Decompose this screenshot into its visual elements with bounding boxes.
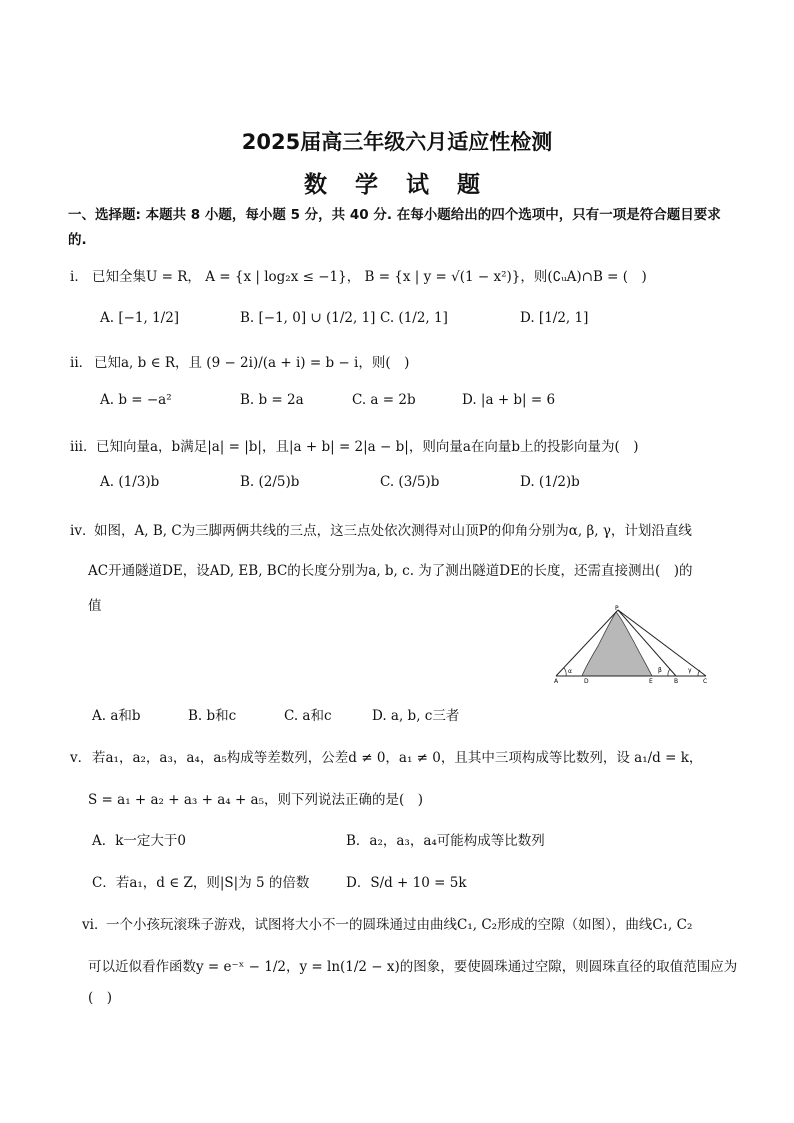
- question-4-option-c: C. a和c: [284, 708, 332, 724]
- question-4-option-b: B. b和c: [188, 708, 237, 724]
- question-2-stem: 已知a, b ∈ R，且 (9 − 2i)/(a + i) = b − i，则( ): [94, 355, 410, 371]
- question-3-option-a: A. (1/3)b: [100, 474, 160, 490]
- page-subtitle: 数 学 试 题: [303, 172, 491, 198]
- label-a: A: [554, 678, 559, 684]
- angle-alpha-arc: [564, 668, 566, 676]
- question-1-option-a: A. [−1, 1/2]: [100, 310, 180, 326]
- question-1-stem: 已知全集U = R， A = {x | log₂x ≤ −1}， B = {x | y = √(1 − x²)}，则(∁ᵤA)∩B = ( ): [92, 269, 647, 285]
- question-5-stem-line2: S = a₁ + a₂ + a₃ + a₄ + a₅，则下列说法正确的是( ): [88, 792, 424, 808]
- label-b: B: [674, 678, 679, 684]
- question-5-option-a: A．k一定大于0: [92, 833, 187, 849]
- label-beta: β: [658, 667, 662, 674]
- question-6-number: vi．: [82, 917, 108, 933]
- question-4-option-a: A. a和b: [92, 708, 141, 724]
- section-heading: 一、选择题: 本题共 8 小题，每小题 5 分，共 40 分. 在每小题给出的四个选项中，只有一项是符合题目要求的.: [68, 207, 721, 248]
- question-3-option-d: D. (1/2)b: [520, 474, 580, 490]
- page-title: 2025届高三年级六月适应性检测: [241, 130, 553, 154]
- label-c: C: [703, 678, 708, 684]
- question-5-option-c: C．若a₁，d ∈ Z，则|S|为 5 的倍数: [92, 875, 310, 891]
- question-1-option-c: C. (1/2, 1]: [380, 310, 448, 326]
- question-2-option-c: C. a = 2b: [352, 392, 416, 408]
- question-2-number: ii．: [70, 355, 93, 371]
- question-5-number: v．: [70, 750, 92, 766]
- label-e: E: [649, 678, 653, 684]
- question-5-stem-line1: 若a₁，a₂，a₃，a₄，a₅构成等差数列，公差d ≠ 0，a₁ ≠ 0，且其中三项构成等比数列，设 a₁/d = k，: [92, 750, 703, 766]
- label-p: P: [615, 605, 619, 612]
- question-2-option-a: A. b = −a²: [100, 392, 172, 408]
- question-4-stem-line1: 如图，A, B, C为三脚两俩共线的三点，这三点处依次测得对山顶P的仰角分别为α, β, γ，计划沿直线: [94, 523, 692, 539]
- question-3-number: iii．: [70, 439, 97, 455]
- label-gamma: γ: [688, 667, 692, 674]
- question-3-option-c: C. (3/5)b: [380, 474, 440, 490]
- question-4-option-d: D. a, b, c三者: [372, 708, 460, 724]
- question-3-option-b: B. (2/5)b: [240, 474, 300, 490]
- question-4-stem-line3: 值: [88, 598, 102, 614]
- question-3-stem: 已知向量a，b满足|a| = |b|，且|a + b| = 2|a − b|，则向量a在向量b上的投影向量为( ): [96, 439, 639, 455]
- question-1-option-d: D. [1/2, 1]: [520, 310, 589, 326]
- label-alpha: α: [568, 668, 572, 675]
- question-5-option-b: B．a₂，a₃，a₄可能构成等比数列: [346, 833, 545, 849]
- question-2-option-b: B. b = 2a: [240, 392, 304, 408]
- question-6-stem-line3: ( ): [88, 990, 113, 1006]
- question-6-stem-line1: 一个小孩玩滚珠子游戏，试图将大小不一的圆珠通过由曲线C₁, C₂形成的空隙（如图），曲线C₁, C₂: [106, 917, 693, 933]
- question-1-number: i．: [70, 269, 88, 285]
- angle-gamma-arc: [698, 670, 700, 676]
- angle-beta-arc: [668, 669, 670, 676]
- question-6-stem-line2: 可以近似看作函数y = e⁻ˣ − 1/2，y = ln(1/2 − x)的图象，要使圆珠通过空隙，则圆珠直径的取值范围应为: [88, 959, 738, 975]
- question-4-stem-line2: AC开通隧道DE，设AD, EB, BC的长度分别为a, b, c. 为了测出隧道DE的长度，还需直接测出( )的: [88, 563, 693, 579]
- mountain-shape: [582, 612, 652, 676]
- question-4-number: iv．: [70, 523, 96, 539]
- label-d: D: [584, 678, 589, 684]
- question-1-option-b: B. [−1, 0] ∪ (1/2, 1]: [240, 310, 376, 326]
- question-2-option-d: D. |a + b| = 6: [462, 392, 556, 408]
- question-5-option-d: D．S/d + 10 = 5k: [346, 875, 467, 891]
- mountain-tunnel-figure: [548, 602, 714, 684]
